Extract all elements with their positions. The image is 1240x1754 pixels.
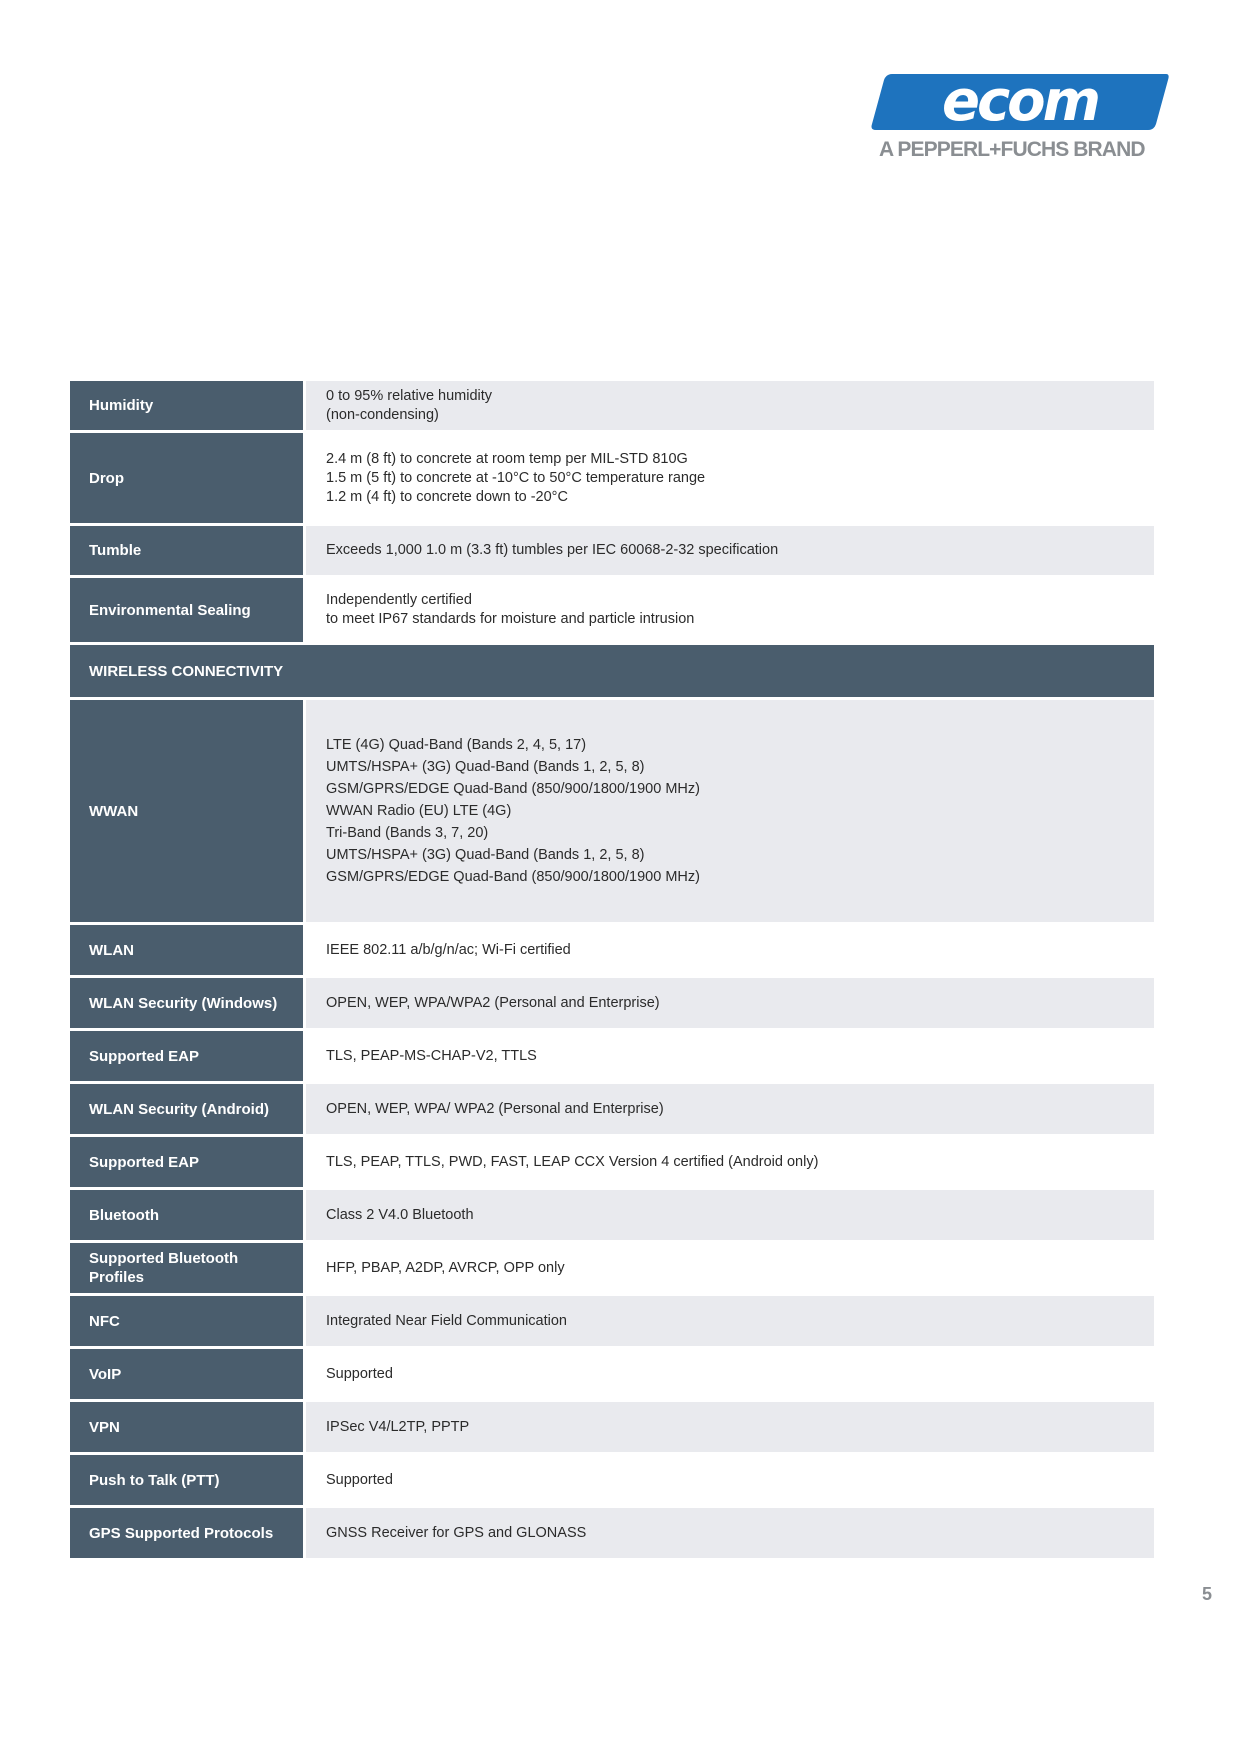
- spec-row-wlan: [70, 925, 1154, 978]
- row-label: Drop: [70, 433, 306, 526]
- row-value: [306, 700, 1154, 925]
- spec-row-supported-eap-windows: [70, 1031, 1154, 1084]
- row-label: Supported EAP: [70, 1031, 306, 1084]
- row-value: [306, 1455, 1154, 1508]
- value-line: TLS, PEAP, TTLS, PWD, FAST, LEAP CCX Version 4 certified (Android only): [326, 1153, 819, 1170]
- row-label: Humidity: [70, 381, 306, 433]
- row-label: Supported EAP: [70, 1137, 306, 1190]
- spec-row-supported-eap-android: [70, 1137, 1154, 1190]
- row-label: WLAN: [70, 925, 306, 978]
- value-line: GSM/GPRS/EDGE Quad-Band (850/900/1800/1900 MHz): [326, 869, 700, 885]
- spec-row-bluetooth-profiles: [70, 1243, 1154, 1296]
- value-line: 2.4 m (8 ft) to concrete at room temp per MIL-STD 810G: [326, 450, 688, 467]
- value-line: Class 2 V4.0 Bluetooth: [326, 1206, 474, 1223]
- row-label: Tumble: [70, 526, 306, 578]
- spec-row-vpn: [70, 1402, 1154, 1455]
- row-label: Bluetooth: [70, 1190, 306, 1243]
- page-number: 5: [1201, 1584, 1212, 1604]
- value-line: Supported: [326, 1365, 393, 1382]
- value-line: UMTS/HSPA+ (3G) Quad-Band (Bands 1, 2, 5, 8): [326, 759, 645, 775]
- row-value: [306, 381, 1154, 433]
- row-label: GPS Supported Protocols: [70, 1508, 306, 1561]
- row-value: [306, 1084, 1154, 1137]
- value-line: GSM/GPRS/EDGE Quad-Band (850/900/1800/1900 MHz): [326, 781, 700, 797]
- value-line: IPSec V4/L2TP, PPTP: [326, 1418, 470, 1435]
- row-value: [306, 578, 1154, 645]
- value-line: WWAN Radio (EU) LTE (4G): [326, 803, 512, 819]
- row-value: [306, 1137, 1154, 1190]
- row-value: [306, 925, 1154, 978]
- row-value: [306, 1031, 1154, 1084]
- spec-row-nfc: [70, 1296, 1154, 1349]
- value-line: 1.5 m (5 ft) to concrete at -10°C to 50°C temperature range: [326, 469, 706, 486]
- value-line: Tri-Band (Bands 3, 7, 20): [326, 825, 489, 841]
- row-label: WLAN Security (Android): [70, 1084, 306, 1137]
- row-value: [306, 1296, 1154, 1349]
- value-line: OPEN, WEP, WPA/ WPA2 (Personal and Enterprise): [326, 1100, 664, 1117]
- row-label: VoIP: [70, 1349, 306, 1402]
- value-line: Supported: [326, 1471, 393, 1488]
- spec-row-wlan-security-windows: [70, 978, 1154, 1031]
- spec-row-push-to-talk: [70, 1455, 1154, 1508]
- spec-row-humidity: [70, 381, 1154, 433]
- logo-wordmark: ecom: [942, 72, 1098, 132]
- spec-table: [70, 381, 1154, 1561]
- row-label: VPN: [70, 1402, 306, 1455]
- ecom-logo-graphic: [870, 72, 1170, 132]
- row-label: WLAN Security (Windows): [70, 978, 306, 1031]
- spec-row-voip: [70, 1349, 1154, 1402]
- spec-row-gps-protocols: [70, 1508, 1154, 1561]
- value-line: UMTS/HSPA+ (3G) Quad-Band (Bands 1, 2, 5, 8): [326, 847, 645, 863]
- row-label: Supported Bluetooth Profiles: [70, 1243, 306, 1296]
- row-label: WWAN: [70, 700, 306, 925]
- row-value: [306, 1402, 1154, 1455]
- value-line: Integrated Near Field Communication: [326, 1312, 567, 1329]
- value-line: IEEE 802.11 a/b/g/n/ac; Wi-Fi certified: [326, 941, 571, 958]
- spec-row-wwan: [70, 700, 1154, 925]
- row-value: [306, 978, 1154, 1031]
- spec-row-tumble: [70, 526, 1154, 578]
- row-value: [306, 1349, 1154, 1402]
- row-value: [306, 1190, 1154, 1243]
- value-line: LTE (4G) Quad-Band (Bands 2, 4, 5, 17): [326, 737, 587, 753]
- value-line: GNSS Receiver for GPS and GLONASS: [326, 1524, 587, 1541]
- value-line: Independently certified: [326, 592, 472, 608]
- section-header-wireless: [70, 645, 1154, 700]
- brand-tagline: A PEPPERL+FUCHS BRAND: [879, 138, 1145, 161]
- row-value: [306, 1508, 1154, 1561]
- value-line: OPEN, WEP, WPA/WPA2 (Personal and Enterprise): [326, 994, 660, 1011]
- spec-row-environmental-sealing: [70, 578, 1154, 645]
- spec-row-wlan-security-android: [70, 1084, 1154, 1137]
- value-line: 0 to 95% relative humidity: [326, 387, 493, 404]
- value-line: to meet IP67 standards for moisture and particle intrusion: [326, 611, 695, 627]
- row-value: [306, 433, 1154, 526]
- value-line: Exceeds 1,000 1.0 m (3.3 ft) tumbles per IEC 60068-2-32 specification: [326, 542, 779, 558]
- row-label: Push to Talk (PTT): [70, 1455, 306, 1508]
- value-line: (non-condensing): [326, 406, 439, 423]
- spec-row-drop: [70, 433, 1154, 526]
- row-label: Environmental Sealing: [70, 578, 306, 645]
- row-value: [306, 1243, 1154, 1296]
- value-line: HFP, PBAP, A2DP, AVRCP, OPP only: [326, 1259, 565, 1276]
- row-label: NFC: [70, 1296, 306, 1349]
- spec-row-bluetooth: [70, 1190, 1154, 1243]
- section-title: WIRELESS CONNECTIVITY: [70, 645, 1154, 700]
- row-value: [306, 526, 1154, 578]
- value-line: 1.2 m (4 ft) to concrete down to -20°C: [326, 488, 568, 505]
- value-line: TLS, PEAP-MS-CHAP-V2, TTLS: [326, 1047, 537, 1064]
